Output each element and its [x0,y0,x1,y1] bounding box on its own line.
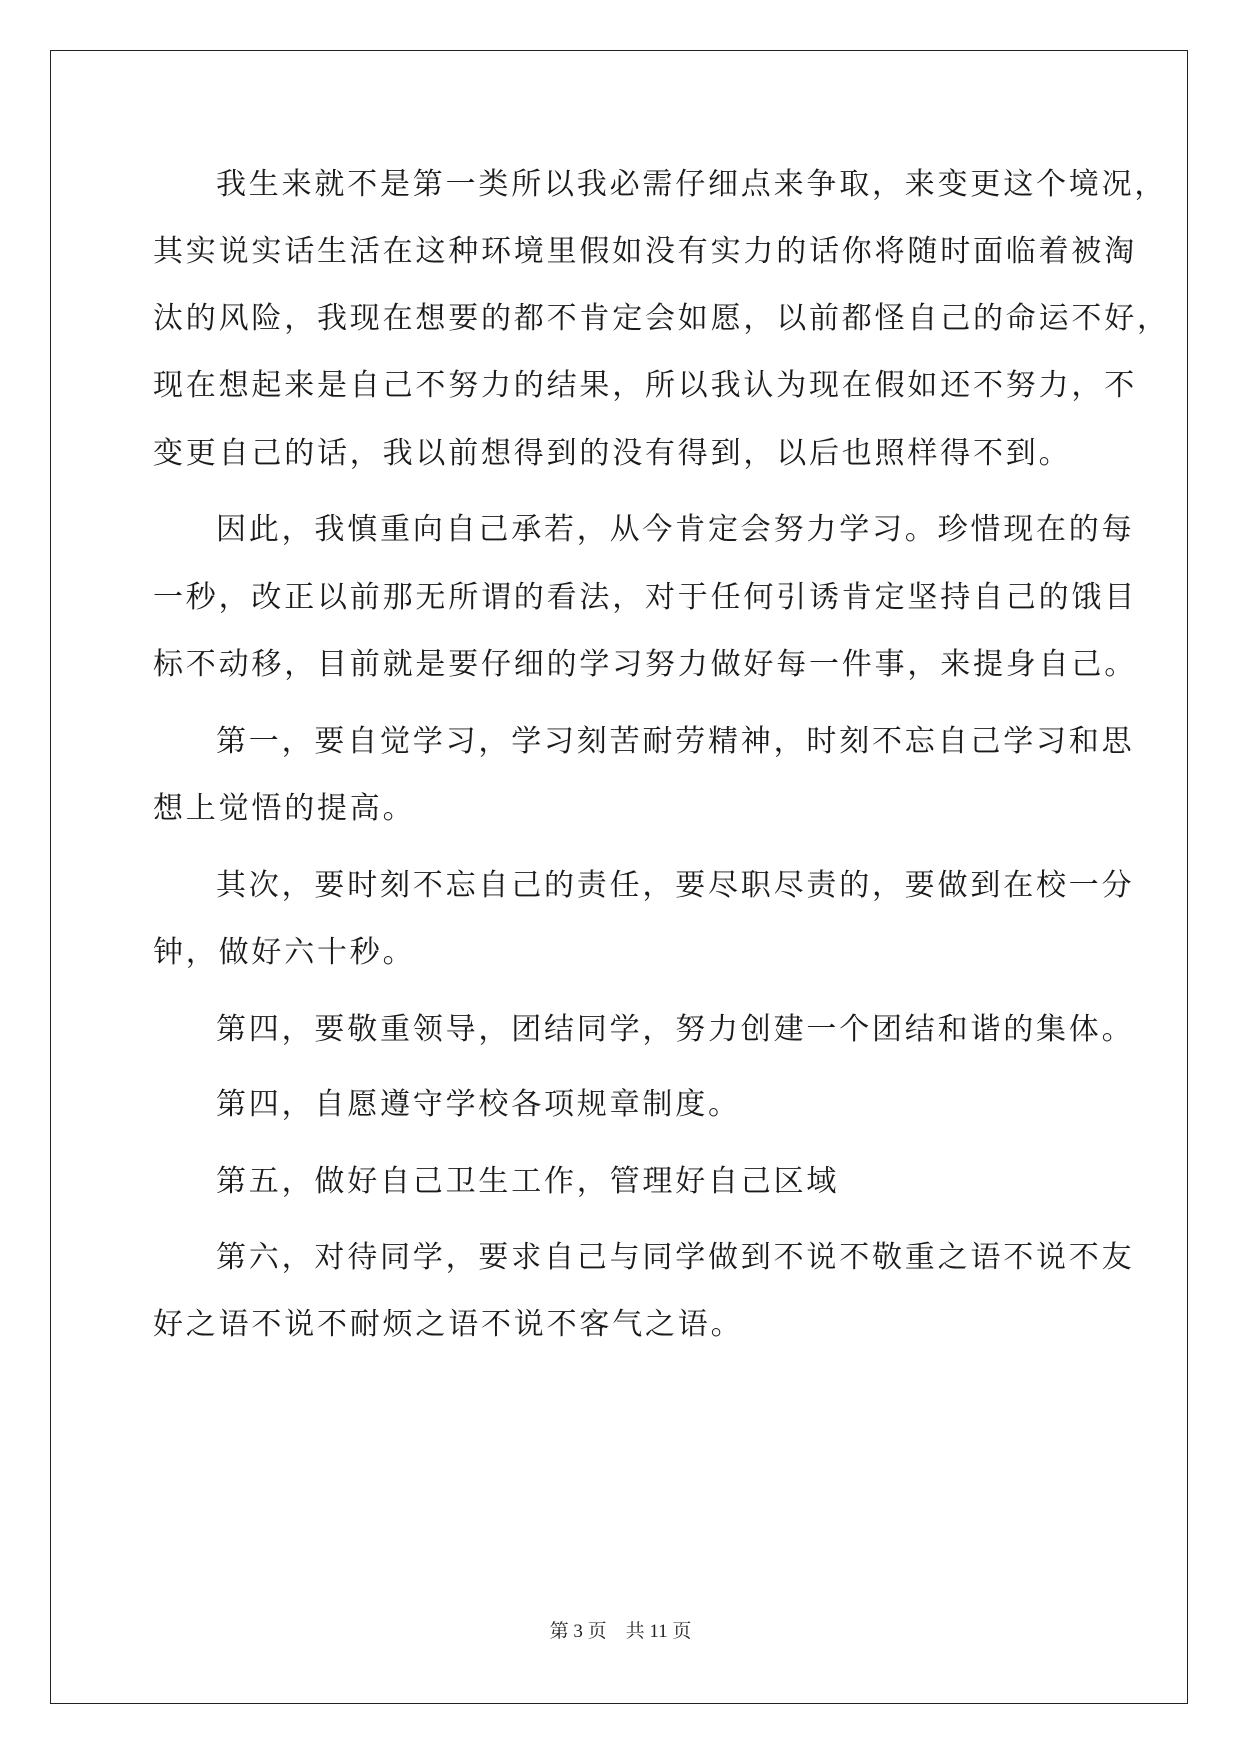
paragraph-line: 我生来就不是第一类所以我必需仔细点来争取，来变更这个境况， [216,167,1168,202]
paragraph-line: 其次，要时刻不忘自己的责任，要尽职尽责的，要做到在校一分 [216,868,1135,903]
paragraph-line: 变更自己的话，我以前想得到的没有得到，以后也照样得不到。 [153,436,1072,471]
paragraph-line: 现在想起来是自己不努力的结果，所以我认为现在假如还不努力，不 [153,368,1137,403]
paragraph-line: 标不动移，目前就是要仔细的学习努力做好每一件事，来提身自己。 [153,647,1137,682]
paragraph-line: 第四，自愿遵守学校各项规章制度。 [216,1087,741,1122]
paragraph-line: 第六，对待同学，要求自己与同学做到不说不敬重之语不说不友 [216,1240,1135,1275]
paragraph-line: 一秒，改正以前那无所谓的看法，对于任何引诱肯定坚持自己的饿目 [153,580,1137,615]
page-footer: 第 3 页 共 11 页 [549,1621,692,1642]
paragraph-line: 钟，做好六十秒。 [153,935,416,970]
paragraph-line: 汰的风险，我现在想要的都不肯定会如愿，以前都怪自己的命运不好， [153,301,1170,336]
paragraph-line: 第一，要自觉学习，学习刻苦耐劳精神，时刻不忘自己学习和思 [216,724,1135,759]
paragraph-line: 好之语不说不耐烦之语不说不客气之语。 [153,1307,744,1342]
paragraph-line: 想上觉悟的提高。 [153,791,416,826]
paragraph-line: 其实说实话生活在这种环境里假如没有实力的话你将随时面临着被淘 [153,234,1137,269]
paragraph-line: 因此，我慎重向自己承若，从今肯定会努力学习。珍惜现在的每 [216,512,1135,547]
paragraph-line: 第五，做好自己卫生工作，管理好自己区域 [216,1164,840,1199]
paragraph-line: 第四，要敬重领导，团结同学，努力创建一个团结和谐的集体。 [216,1012,1135,1047]
